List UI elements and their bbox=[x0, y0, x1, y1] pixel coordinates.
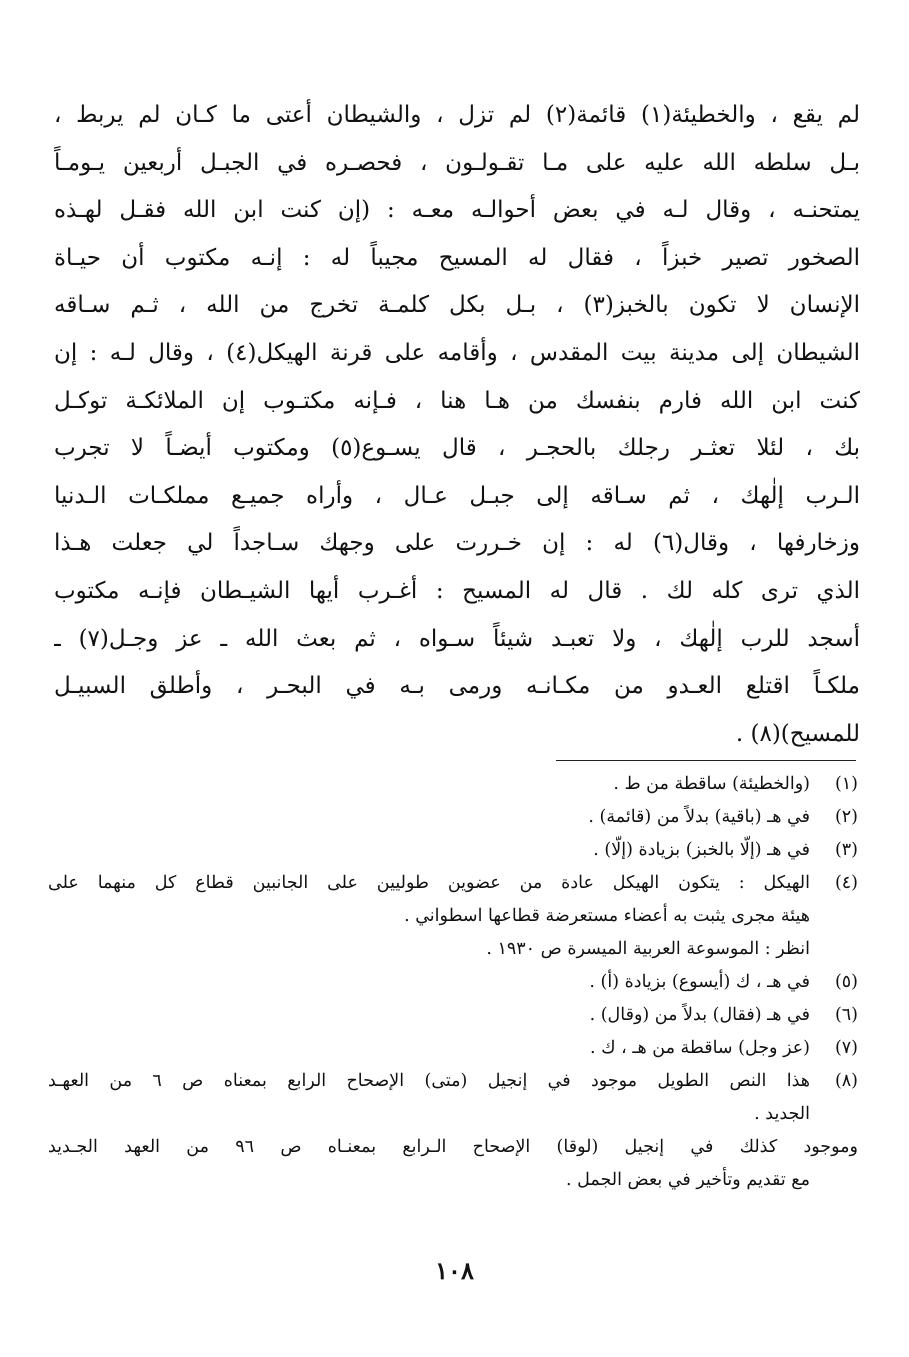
text-line: لم يقع ، والخطيئة(١) قائمة(٢) لم تزل ، والشيطان أعتى ما كـان لم يربط ، bbox=[54, 102, 860, 128]
text-line: ملكـاً اقتلع العـدو من مكـانـه ورمى بـه في البحـر ، وأطلق السبيـل bbox=[54, 673, 860, 700]
text-line: الـرب إلٰهك ، ثم سـاقه إلى جبـل عـال ، وأراه جميـع مملكـات الـدنيا bbox=[54, 482, 860, 509]
text-line: بـل سلطه الله عليه على مـا تقـولـون ، فحصـره في الجبـل أربعين يـومـاً bbox=[54, 149, 860, 176]
footnote bbox=[48, 867, 858, 966]
text-line: أسجد للرب إلٰهك ، ولا تعبـد شيئاً سـواه ، ثم بعث الله ـ عز وجـل(٧) ـ bbox=[54, 625, 860, 652]
footnotes bbox=[48, 768, 858, 1197]
text-line: الإنسان لا تكون بالخبز(٣) ، بـل بكل كلمـة تخرج من الله ، ثـم سـاقه bbox=[54, 292, 860, 319]
text-line: الشيطان إلى مدينة بيت المقدس ، وأقامه على قرنة الهيكل(٤) ، وقال لـه : إن bbox=[54, 339, 860, 366]
text-line: الذي ترى كله لك . قال له المسيح : أغـرب أيها الشيـطان فإنـه مكتوب bbox=[54, 577, 860, 604]
main-text bbox=[54, 92, 860, 758]
footnote-text: في هـ (باقية) بدلاً من (قائمة) . bbox=[588, 807, 810, 827]
footnote-number: (٣) bbox=[834, 840, 858, 860]
footnote bbox=[48, 768, 858, 801]
footnote-text: مع تقديم وتأخير في بعض الجمل . bbox=[565, 1170, 810, 1190]
text-line: كنت ابن الله فارم بنفسك من هـا هنا ، فـإنه مكتـوب إن الملائكـة توكـل bbox=[54, 387, 860, 414]
footnote-text: هذا النص الطويل موجود في إنجيل (متى) الإصحاح الرابع بمعناه ص ٦ من العهـد bbox=[48, 1071, 810, 1091]
footnote-text: (عز وجل) ساقطة من هـ ، ك . bbox=[590, 1038, 810, 1058]
footnote-text: هيئة مجرى يثبت به أعضاء مستعرضة قطاعها اسطواني . bbox=[404, 906, 810, 926]
footnote-text: (والخطيئة) ساقطة من ط . bbox=[613, 774, 810, 794]
footnote-number: (٢) bbox=[834, 807, 858, 827]
footnote-text: في هـ (إلّا بالخبز) بزيادة (إلّا) . bbox=[593, 840, 810, 860]
text-line: وزخارفها ، وقال(٦) له : إن خـررت على وجهك سـاجداً لي جعلت هـذا bbox=[54, 530, 860, 557]
footnote-text: انظر : الموسوعة العربية الميسرة ص ١٩٣٠ . bbox=[486, 939, 810, 959]
text-line: بك ، لئلا تعثـر رجلك بالحجـر ، قال يسـوع(٥) ومكتوب أيضـاً لا تجرب bbox=[54, 435, 860, 462]
footnote bbox=[48, 966, 858, 999]
footnote-text: في هـ (فقال) بدلاً من (وقال) . bbox=[589, 1005, 810, 1025]
footnote-text: الجديد . bbox=[754, 1104, 810, 1124]
footnote bbox=[48, 1032, 858, 1065]
footnote-number: (٤) bbox=[834, 873, 858, 893]
footnote bbox=[48, 801, 858, 834]
footnote-text: وموجود كذلك في إنجيل (لوقا) الإصحاح الـرابع بمعنـاه ص ٩٦ من العهد الجـديد bbox=[48, 1137, 858, 1157]
footnote-text: الهيكل : يتكون الهيكل عادة من عضوين طوليين على الجانبين قطاع كل منهما على bbox=[48, 873, 810, 893]
footnote-text: في هـ ، ك (أيسوع) بزيادة (أ) . bbox=[589, 972, 810, 992]
footnote-number: (٨) bbox=[834, 1071, 858, 1091]
footnote-number: (٥) bbox=[834, 972, 858, 992]
footnote-number: (٦) bbox=[834, 1005, 858, 1025]
footnote bbox=[48, 834, 858, 867]
footnote-number: (١) bbox=[834, 774, 858, 794]
footnote bbox=[48, 1065, 858, 1197]
footnote-number: (٧) bbox=[834, 1038, 858, 1058]
text-line: للمسيح)(٨) . bbox=[735, 720, 860, 747]
footnote bbox=[48, 999, 858, 1032]
footnote-divider bbox=[556, 760, 856, 761]
text-line: الصخور تصير خبزاً ، فقال له المسيح مجيباً له : إنـه مكتوب أن حيـاة bbox=[54, 244, 860, 271]
page-number: ١٠٨ bbox=[435, 1256, 474, 1285]
text-line: يمتحنـه ، وقال لـه في بعض أحوالـه معـه : (إن كنت ابن الله فقـل لهـذه bbox=[54, 197, 860, 224]
